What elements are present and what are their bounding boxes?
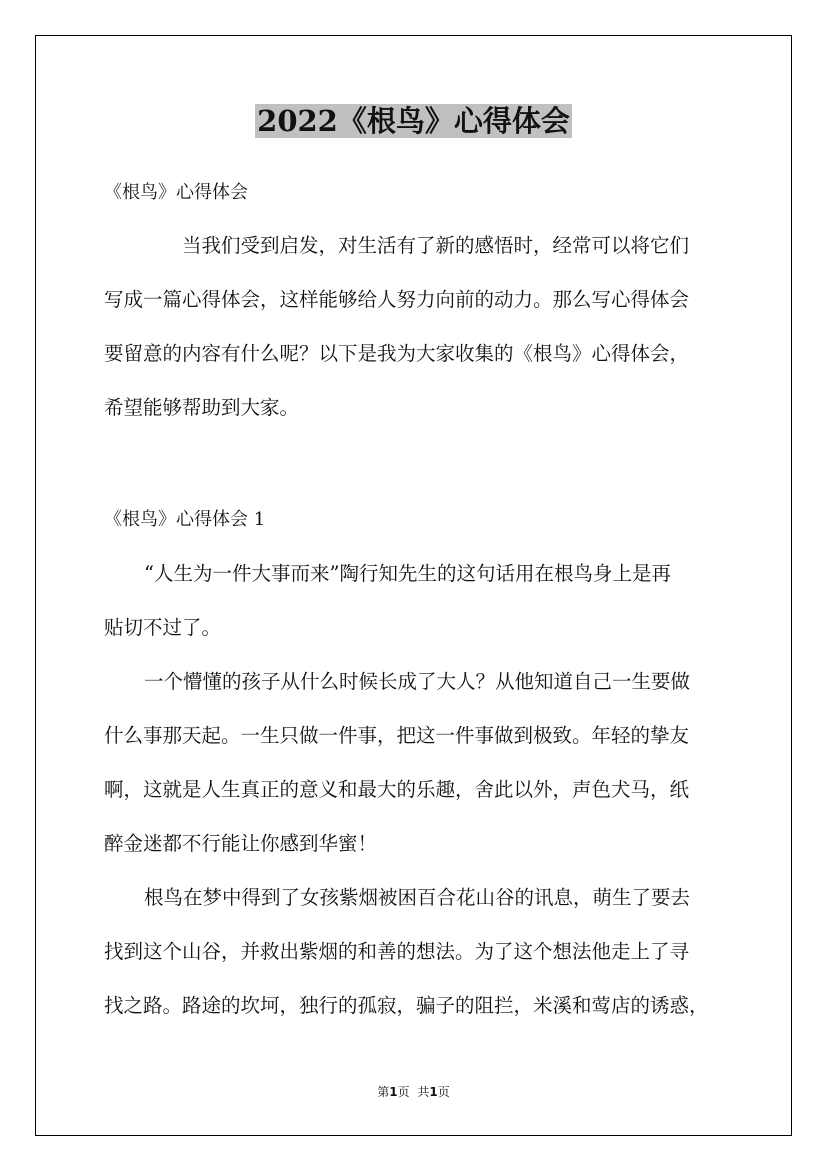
intro-line: 当我们受到启发，对生活有了新的感悟时，经常可以将它们 — [182, 234, 690, 257]
document-title-text: 2022《根鸟》心得体会 — [257, 104, 570, 138]
total-pages-number: 1 — [429, 1085, 438, 1099]
footer-page-label: 页 — [397, 1085, 410, 1099]
section-heading: 《根鸟》心得体会 1 — [104, 509, 266, 530]
footer-total-prefix: 共 — [417, 1085, 430, 1099]
footer-total-label: 页 — [437, 1085, 450, 1099]
intro-line: 希望能够帮助到大家。 — [104, 396, 300, 419]
paragraph-3 — [104, 871, 729, 1033]
paragraph-1-line: “人生为一件大事而来”陶行知先生的这句话用在根鸟身上是再 — [144, 562, 671, 585]
paragraph-2-line: 醉金迷都不行能让你感到华蜜！ — [104, 832, 378, 855]
paragraph-3-line: 找之路。路途的坎坷，独行的孤寂，骗子的阻拦，米溪和莺店的诱惑， — [104, 994, 709, 1017]
paragraph-3-line: 找到这个山谷，并救出紫烟的和善的想法。为了这个想法他走上了寻 — [104, 940, 690, 963]
footer-prefix: 第 — [377, 1085, 390, 1099]
intro-paragraph — [104, 219, 729, 435]
intro-line: 要留意的内容有什么呢？以下是我为大家收集的《根鸟》心得体会， — [104, 342, 690, 365]
intro-heading: 《根鸟》心得体会 — [104, 182, 248, 203]
paragraph-2 — [104, 655, 729, 871]
page-footer — [0, 1082, 827, 1102]
paragraph-1 — [104, 547, 729, 655]
document-title — [0, 98, 827, 144]
paragraph-2-line: 什么事那天起。一生只做一件事，把这一件事做到极致。年轻的挚友 — [104, 724, 690, 747]
current-page-number: 1 — [389, 1085, 398, 1099]
paragraph-3-line: 根鸟在梦中得到了女孩紫烟被困百合花山谷的讯息，萌生了要去 — [144, 886, 691, 909]
paragraph-2-line: 啊，这就是人生真正的意义和最大的乐趣，舍此以外，声色犬马，纸 — [104, 778, 690, 801]
paragraph-1-line: 贴切不过了。 — [104, 616, 222, 639]
intro-line: 写成一篇心得体会，这样能够给人努力向前的动力。那么写心得体会 — [104, 288, 690, 311]
paragraph-2-line: 一个懵懂的孩子从什么时候长成了大人？从他知道自己一生要做 — [144, 670, 691, 693]
